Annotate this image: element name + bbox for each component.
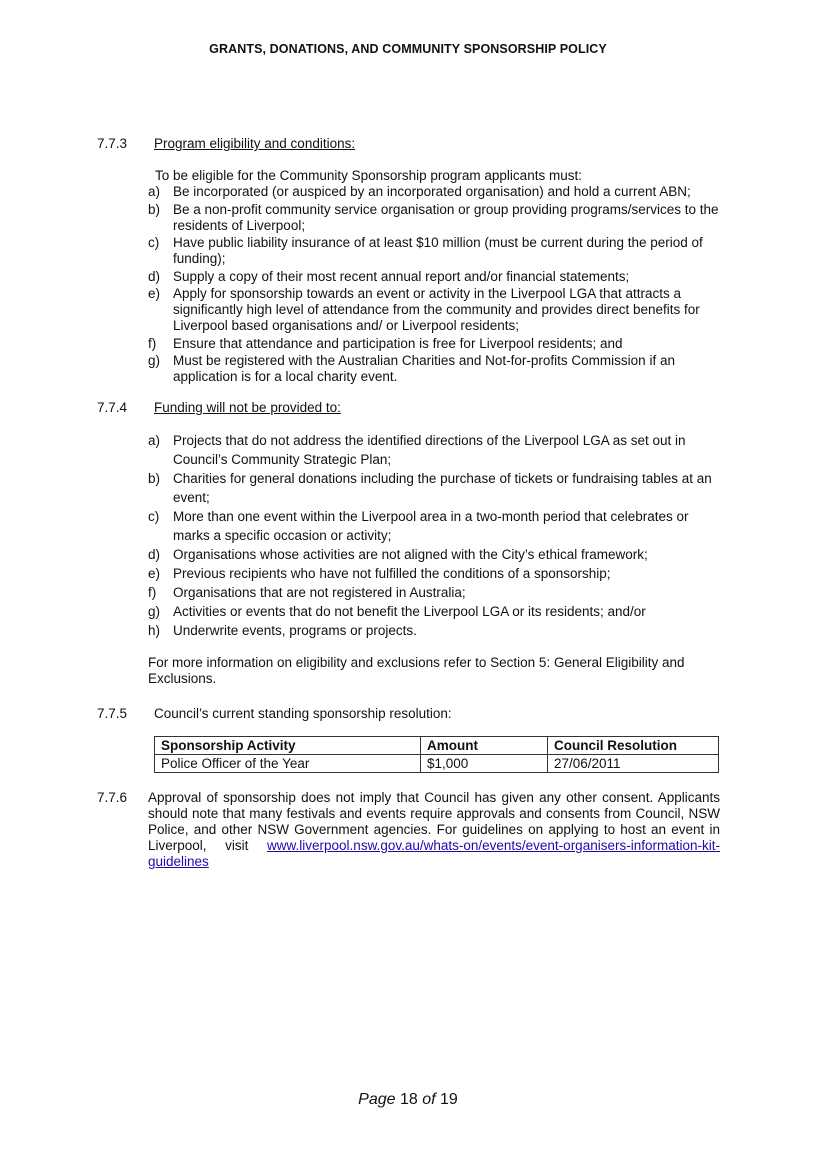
list-item: [148, 431, 720, 469]
sponsorship-resolution-table: [154, 736, 719, 773]
list-item-text: Organisations that are not registered in Australia;: [173, 585, 466, 600]
table-header-row: [155, 737, 719, 755]
section-title-resolution: Council’s current standing sponsorship resolution:: [154, 706, 452, 721]
list-item: [148, 353, 720, 385]
list-item: [148, 621, 720, 640]
section-number-7-7-3: 7.7.3: [97, 136, 128, 151]
section-number-7-7-6: 7.7.6: [97, 790, 128, 805]
eligibility-intro: To be eligible for the Community Sponsorship program applicants must:: [155, 168, 582, 183]
table-header-activity: Sponsorship Activity: [155, 737, 421, 755]
list-item-marker: c): [148, 235, 160, 250]
table-header-resolution: Council Resolution: [548, 737, 719, 755]
table-cell-resolution: 27/06/2011: [548, 755, 719, 773]
list-item-text: Previous recipients who have not fulfilled the conditions of a sponsorship;: [173, 566, 611, 581]
list-item-text: Charities for general donations including the purchase of tickets or fundraising tables at an event;: [173, 471, 712, 505]
page-number: 18: [399, 1091, 418, 1108]
list-item: [148, 602, 720, 621]
table-row: [155, 755, 719, 773]
list-item-text: Supply a copy of their most recent annual report and/or financial statements;: [173, 268, 630, 284]
section-title-eligibility: Program eligibility and conditions:: [154, 136, 356, 151]
list-item-marker: a): [148, 433, 161, 448]
list-item: [148, 583, 720, 602]
list-item: [148, 336, 720, 352]
list-item-text: Apply for sponsorship towards an event or activity in the Liverpool LGA that attracts a significantly high level of attendance from the community and provides direct benefits for Liverpool based organisations and/ or Liverpool residents;: [173, 286, 700, 333]
list-item-marker: e): [148, 566, 161, 581]
list-item-text: Organisations whose activities are not aligned with the City’s ethical framework;: [173, 547, 648, 562]
list-item-marker: f): [148, 335, 157, 351]
list-item: [148, 564, 720, 583]
section-number-7-7-4: 7.7.4: [97, 400, 128, 415]
page-total: 19: [440, 1091, 458, 1108]
list-item: [148, 202, 720, 234]
list-item-marker: b): [148, 201, 161, 217]
list-item-text: Must be registered with the Australian Charities and Not-for-profits Commission if an application is for a local charity event.: [173, 353, 675, 384]
table-cell-activity: Police Officer of the Year: [155, 755, 421, 773]
list-item: [148, 469, 720, 507]
list-item: [148, 184, 720, 200]
approval-paragraph: [148, 790, 720, 870]
list-item-marker: e): [148, 286, 161, 301]
list-item: [148, 269, 720, 285]
section-title-exclusions: Funding will not be provided to:: [154, 400, 341, 415]
list-item-marker: d): [148, 547, 161, 562]
list-item-text: Be a non-profit community service organisation or group providing programs/services to the residents of Liverpool;: [173, 201, 719, 233]
list-item-marker: g): [148, 604, 161, 619]
list-item-marker: f): [148, 585, 157, 600]
list-item-text: Projects that do not address the identified directions of the Liverpool LGA as set out in Council’s Community Strategic Plan;: [173, 433, 686, 467]
list-item-marker: a): [148, 184, 161, 199]
list-item-text: Ensure that attendance and participation is free for Liverpool residents; and: [173, 335, 623, 351]
list-item-text: Activities or events that do not benefit the Liverpool LGA or its residents; and/or: [173, 604, 646, 619]
list-item: [148, 507, 720, 545]
eligibility-list: [148, 184, 720, 387]
list-item-marker: b): [148, 471, 161, 486]
of-word: of: [422, 1091, 436, 1108]
list-item-text: Have public liability insurance of at least $10 million (must be current during the period of funding);: [173, 235, 703, 266]
list-item-marker: g): [148, 353, 161, 368]
list-item-marker: c): [148, 509, 160, 524]
exclusions-note: For more information on eligibility and exclusions refer to Section 5: General Eligibility and Exclusions.: [148, 655, 685, 686]
page-footer: [0, 1091, 816, 1109]
list-item: [148, 286, 720, 334]
list-item-marker: h): [148, 623, 161, 638]
document-header: GRANTS, DONATIONS, AND COMMUNITY SPONSORSHIP POLICY: [209, 42, 607, 56]
page-word: Page: [358, 1091, 396, 1108]
section-number-7-7-5: 7.7.5: [97, 706, 128, 721]
table-header-amount: Amount: [421, 737, 548, 755]
list-item: [148, 235, 720, 267]
list-item-marker: d): [148, 268, 161, 284]
list-item-text: More than one event within the Liverpool area in a two-month period that celebrates or marks a specific occasion or activity;: [173, 509, 689, 543]
event-guidelines-link[interactable]: www.liverpool.nsw.gov.au/whats-on/events/event-organisers-information-kit-guidelines: [148, 838, 720, 869]
exclusions-list: [148, 431, 720, 640]
list-item-text: Be incorporated (or auspiced by an incorporated organisation) and hold a current ABN;: [173, 184, 691, 199]
table-cell-amount: $1,000: [421, 755, 548, 773]
list-item-text: Underwrite events, programs or projects.: [173, 623, 417, 638]
list-item: [148, 545, 720, 564]
approval-text: Approval of sponsorship does not imply that Council has given any other consent. Applicants should note that many festivals and events require approvals and consents from Council, NSW Police, and other NSW Government agencies. For guidelines on applying to host an event in Liverpool, visit: [148, 790, 720, 853]
